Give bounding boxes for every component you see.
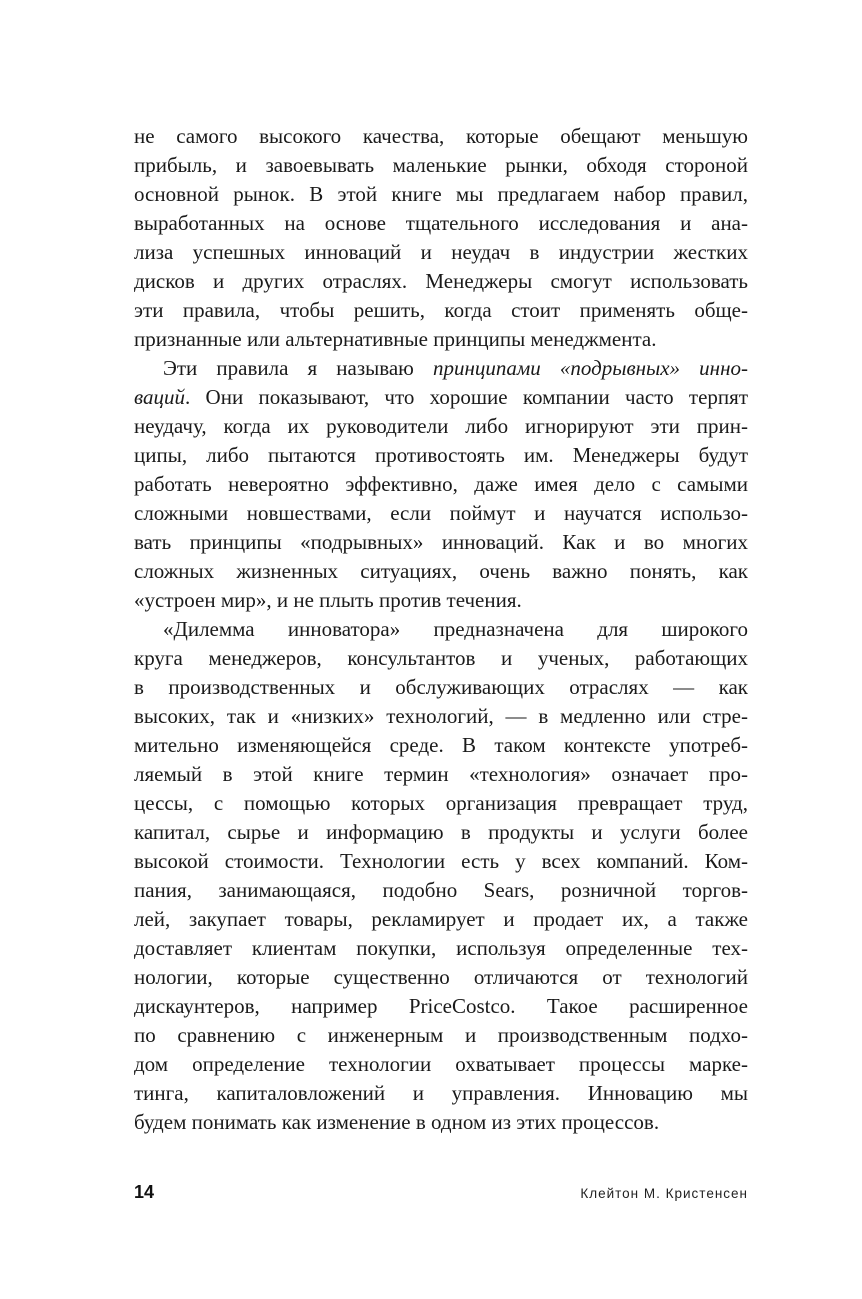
text-segment: Эти правила я называю: [163, 356, 433, 380]
text-line: нологии, которые существенно отличаются от технологий: [134, 965, 748, 989]
italic-text-segment: ваций: [134, 385, 185, 409]
text-line: круга менеджеров, консультантов и ученых, работающих: [134, 646, 748, 670]
text-line: сложными новшествами, если поймут и научатся использо-: [134, 501, 748, 525]
text-line: ляемый в этой книге термин «технология» означает про-: [134, 762, 748, 786]
running-title: Клейтон М. Кристенсен: [580, 1186, 748, 1201]
italic-text-segment: принципами «подрывных» инно-: [432, 356, 748, 380]
text-line: цессы, с помощью которых организация превращает труд,: [134, 791, 748, 815]
text-line: «Дилемма инноватора» предназначена для широкого: [163, 617, 748, 641]
text-line: дискаунтеров, например PriceCostco. Такое расширенное: [134, 994, 748, 1018]
text-line: тинга, капиталовложений и управления. Инновацию мы: [134, 1081, 748, 1105]
text-line: будем понимать как изменение в одном из этих процессов.: [134, 1110, 660, 1134]
text-line: доставляет клиентам покупки, используя определенные тех-: [134, 936, 748, 960]
text-line: лиза успешных инноваций и неудач в индустрии жестких: [134, 240, 748, 264]
text-line: работать невероятно эффективно, даже имея дело с самыми: [134, 472, 748, 496]
text-line: в производственных и обслуживающих отраслях — как: [134, 675, 748, 699]
text-line: прибыль, и завоевывать маленькие рынки, обходя стороной: [134, 153, 748, 177]
text-line: мительно изменяющейся среде. В таком контексте употреб-: [134, 733, 748, 757]
text-line: неудачу, когда их руководители либо игнорируют эти прин-: [134, 414, 748, 438]
text-line: основной рынок. В этой книге мы предлагаем набор правил,: [134, 182, 748, 206]
text-line: [134, 354, 748, 383]
text-line: капитал, сырье и информацию в продукты и услуги более: [134, 820, 748, 844]
text-line: выработанных на основе тщательного исследования и ана-: [134, 211, 748, 235]
text-line: вать принципы «подрывных» инноваций. Как и во многих: [134, 530, 748, 554]
text-line: ципы, либо пытаются противостоять им. Менеджеры будут: [134, 443, 748, 467]
text-line: дисков и других отраслях. Менеджеры смогут использовать: [134, 269, 748, 293]
text-line: «устроен мир», и не плыть против течения.: [134, 588, 522, 612]
text-line: дом определение технологии охватывает процессы марке-: [134, 1052, 748, 1076]
text-block: [134, 122, 748, 1137]
text-line: сложных жизненных ситуациях, очень важно понять, как: [134, 559, 748, 583]
text-line: не самого высокого качества, которые обещают меньшую: [134, 124, 748, 148]
text-line: высокой стоимости. Технологии есть у всех компаний. Ком-: [134, 849, 748, 873]
text-line: эти правила, чтобы решить, когда стоит применять обще-: [134, 298, 748, 322]
text-line: признанные или альтернативные принципы менеджмента.: [134, 327, 657, 351]
page-footer: [134, 1182, 748, 1203]
text-segment: . Они показывают, что хорошие компании часто терпят: [184, 385, 748, 409]
text-line: пания, занимающаяся, подобно Sears, розничной торгов-: [134, 878, 748, 902]
text-line: [134, 383, 748, 412]
text-line: высоких, так и «низких» технологий, — в медленно или стре-: [134, 704, 748, 728]
text-line: лей, закупает товары, рекламирует и продает их, а также: [134, 907, 748, 931]
text-line: по сравнению с инженерным и производственным подхо-: [134, 1023, 748, 1047]
page-number: 14: [134, 1182, 155, 1202]
